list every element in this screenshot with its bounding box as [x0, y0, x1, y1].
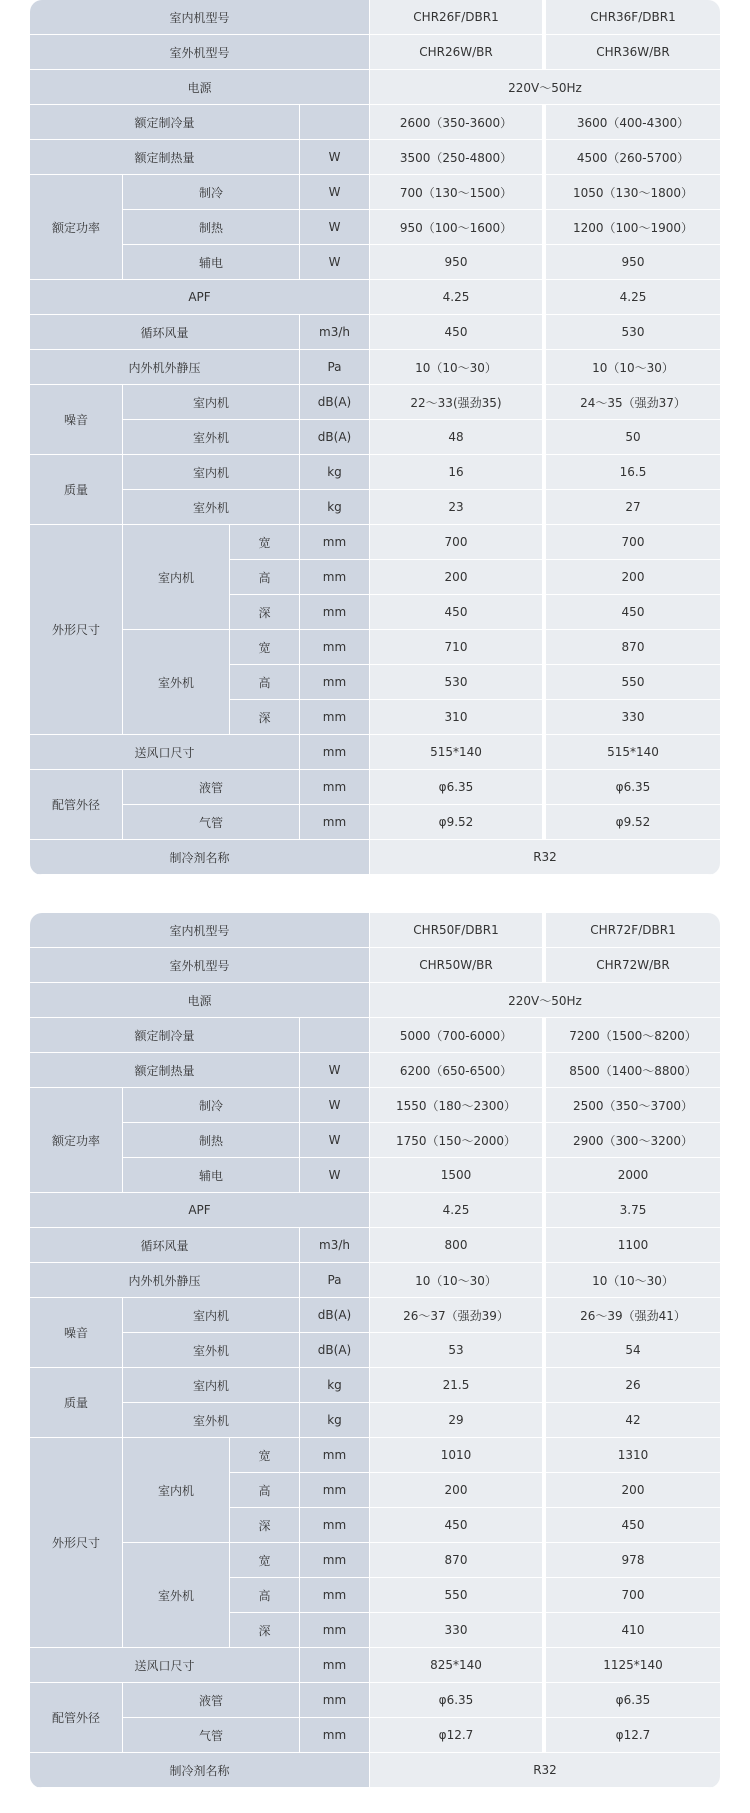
mass-indoor-unit: kg: [300, 1368, 370, 1403]
dimensions-outdoor-label: 室外机: [123, 1543, 230, 1648]
dimensions-outdoor-depth-value-1: 310: [370, 700, 546, 735]
dimensions-indoor-height-label: 高: [230, 1473, 300, 1508]
noise-indoor-value-2: 24～35（强劲37）: [546, 385, 720, 420]
rated-power-aux-unit: W: [300, 245, 370, 280]
dimensions-outdoor-height-label: 高: [230, 1578, 300, 1613]
indoor-model-value-1: CHR50F/DBR1: [370, 913, 546, 948]
dimensions-outdoor-width-label: 宽: [230, 1543, 300, 1578]
static-pressure-label: 内外机外静压: [30, 1263, 300, 1298]
mass-outdoor-value-2: 42: [546, 1403, 720, 1438]
dimensions-indoor-height-value-2: 200: [546, 1473, 720, 1508]
rated-power-heating-label: 制热: [123, 210, 300, 245]
noise-outdoor-value-2: 54: [546, 1333, 720, 1368]
mass-label: 质量: [30, 1368, 123, 1438]
noise-indoor-unit: dB(A): [300, 1298, 370, 1333]
dimensions-outdoor-width-value-1: 710: [370, 630, 546, 665]
cooling-capacity-label: 额定制冷量: [30, 105, 300, 140]
heating-capacity-value-1: 6200（650-6500）: [370, 1053, 546, 1088]
static-pressure-label: 内外机外静压: [30, 350, 300, 385]
dimensions-outdoor-depth-label: 深: [230, 700, 300, 735]
heating-capacity-unit: W: [300, 140, 370, 175]
outdoor-model-value-2: CHR72W/BR: [546, 948, 720, 983]
rated-power-cooling-label: 制冷: [123, 1088, 300, 1123]
dimensions-outdoor-width-label: 宽: [230, 630, 300, 665]
dimensions-indoor-height-label: 高: [230, 560, 300, 595]
cooling-capacity-unit: [300, 1018, 370, 1053]
pipe-liquid-value-2: φ6.35: [546, 770, 720, 805]
dimensions-indoor-depth-value-2: 450: [546, 1508, 720, 1543]
rated-power-aux-label: 辅电: [123, 1158, 300, 1193]
rated-power-aux-value-2: 2000: [546, 1158, 720, 1193]
outdoor-model-label: 室外机型号: [30, 35, 370, 70]
dimensions-indoor-label: 室内机: [123, 1438, 230, 1543]
cooling-capacity-unit: [300, 105, 370, 140]
airflow-unit: m3/h: [300, 315, 370, 350]
mass-outdoor-value-1: 23: [370, 490, 546, 525]
rated-power-aux-unit: W: [300, 1158, 370, 1193]
static-pressure-value-1: 10（10～30）: [370, 1263, 546, 1298]
apf-value-2: 4.25: [546, 280, 720, 315]
outlet-size-value-2: 515*140: [546, 735, 720, 770]
mass-outdoor-label: 室外机: [123, 490, 300, 525]
dimensions-indoor-depth-value-1: 450: [370, 595, 546, 630]
rated-power-heating-value-1: 1750（150～2000）: [370, 1123, 546, 1158]
rated-power-aux-value-2: 950: [546, 245, 720, 280]
dimensions-indoor-width-value-1: 700: [370, 525, 546, 560]
dimensions-outdoor-width-value-2: 870: [546, 630, 720, 665]
mass-outdoor-unit: kg: [300, 490, 370, 525]
pipe-liquid-value-2: φ6.35: [546, 1683, 720, 1718]
dimensions-outdoor-depth-value-2: 410: [546, 1613, 720, 1648]
apf-value-2: 3.75: [546, 1193, 720, 1228]
apf-value-1: 4.25: [370, 280, 546, 315]
pipe-gas-value-2: φ12.7: [546, 1718, 720, 1753]
rated-power-cooling-unit: W: [300, 1088, 370, 1123]
dimensions-outdoor-height-value-1: 530: [370, 665, 546, 700]
static-pressure-value-1: 10（10～30）: [370, 350, 546, 385]
pipe-gas-value-1: φ12.7: [370, 1718, 546, 1753]
outdoor-model-value-1: CHR26W/BR: [370, 35, 546, 70]
rated-power-cooling-unit: W: [300, 175, 370, 210]
outlet-size-value-1: 825*140: [370, 1648, 546, 1683]
heating-capacity-value-2: 4500（260-5700）: [546, 140, 720, 175]
pipe-liquid-unit: mm: [300, 1683, 370, 1718]
dimensions-outdoor-depth-label: 深: [230, 1613, 300, 1648]
dimensions-indoor-depth-unit: mm: [300, 595, 370, 630]
dimensions-outdoor-height-unit: mm: [300, 1578, 370, 1613]
power-supply-label: 电源: [30, 983, 370, 1018]
dimensions-outdoor-width-value-2: 978: [546, 1543, 720, 1578]
airflow-label: 循环风量: [30, 1228, 300, 1263]
power-supply-label: 电源: [30, 70, 370, 105]
dimensions-indoor-depth-value-1: 450: [370, 1508, 546, 1543]
outdoor-model-value-1: CHR50W/BR: [370, 948, 546, 983]
dimensions-indoor-depth-label: 深: [230, 1508, 300, 1543]
pipe-liquid-label: 液管: [123, 1683, 300, 1718]
mass-outdoor-value-1: 29: [370, 1403, 546, 1438]
pipe-liquid-value-1: φ6.35: [370, 770, 546, 805]
dimensions-indoor-height-value-1: 200: [370, 1473, 546, 1508]
airflow-value-2: 1100: [546, 1228, 720, 1263]
spec-table-2: [30, 913, 720, 1788]
dimensions-outdoor-depth-value-2: 330: [546, 700, 720, 735]
noise-outdoor-value-2: 50: [546, 420, 720, 455]
rated-power-cooling-label: 制冷: [123, 175, 300, 210]
outdoor-model-label: 室外机型号: [30, 948, 370, 983]
cooling-capacity-label: 额定制冷量: [30, 1018, 300, 1053]
apf-label: APF: [30, 280, 370, 315]
dimensions-label: 外形尺寸: [30, 1438, 123, 1648]
dimensions-outdoor-height-value-1: 550: [370, 1578, 546, 1613]
pipe-liquid-value-1: φ6.35: [370, 1683, 546, 1718]
outlet-size-unit: mm: [300, 735, 370, 770]
dimensions-outdoor-width-unit: mm: [300, 630, 370, 665]
outlet-size-value-2: 1125*140: [546, 1648, 720, 1683]
rated-power-cooling-value-1: 1550（180～2300）: [370, 1088, 546, 1123]
refrigerant-label: 制冷剂名称: [30, 840, 370, 875]
dimensions-outdoor-height-value-2: 700: [546, 1578, 720, 1613]
power-supply-value: 220V～50Hz: [370, 70, 720, 105]
outdoor-model-value-2: CHR36W/BR: [546, 35, 720, 70]
indoor-model-label: 室内机型号: [30, 913, 370, 948]
dimensions-outdoor-label: 室外机: [123, 630, 230, 735]
dimensions-indoor-depth-value-2: 450: [546, 595, 720, 630]
dimensions-indoor-label: 室内机: [123, 525, 230, 630]
mass-outdoor-unit: kg: [300, 1403, 370, 1438]
mass-indoor-unit: kg: [300, 455, 370, 490]
rated-power-cooling-value-1: 700（130～1500）: [370, 175, 546, 210]
mass-indoor-value-1: 21.5: [370, 1368, 546, 1403]
cooling-capacity-value-1: 2600（350-3600）: [370, 105, 546, 140]
refrigerant-value: R32: [370, 1753, 720, 1788]
pipe-liquid-label: 液管: [123, 770, 300, 805]
spec-table-1: [30, 0, 720, 875]
heating-capacity-label: 额定制热量: [30, 140, 300, 175]
pipe-gas-unit: mm: [300, 1718, 370, 1753]
mass-indoor-label: 室内机: [123, 1368, 300, 1403]
pipe-gas-value-1: φ9.52: [370, 805, 546, 840]
dimensions-indoor-width-value-2: 1310: [546, 1438, 720, 1473]
mass-indoor-value-2: 26: [546, 1368, 720, 1403]
indoor-model-value-1: CHR26F/DBR1: [370, 0, 546, 35]
dimensions-outdoor-depth-value-1: 330: [370, 1613, 546, 1648]
mass-outdoor-value-2: 27: [546, 490, 720, 525]
cooling-capacity-value-1: 5000（700-6000）: [370, 1018, 546, 1053]
dimensions-indoor-height-value-2: 200: [546, 560, 720, 595]
rated-power-heating-value-2: 1200（100～1900）: [546, 210, 720, 245]
static-pressure-value-2: 10（10～30）: [546, 350, 720, 385]
heating-capacity-unit: W: [300, 1053, 370, 1088]
static-pressure-value-2: 10（10～30）: [546, 1263, 720, 1298]
rated-power-cooling-value-2: 2500（350～3700）: [546, 1088, 720, 1123]
mass-indoor-label: 室内机: [123, 455, 300, 490]
rated-power-heating-unit: W: [300, 210, 370, 245]
dimensions-outdoor-height-label: 高: [230, 665, 300, 700]
refrigerant-value: R32: [370, 840, 720, 875]
noise-outdoor-value-1: 48: [370, 420, 546, 455]
pipe-gas-label: 气管: [123, 805, 300, 840]
rated-power-heating-unit: W: [300, 1123, 370, 1158]
pipe-gas-label: 气管: [123, 1718, 300, 1753]
noise-outdoor-label: 室外机: [123, 420, 300, 455]
heating-capacity-label: 额定制热量: [30, 1053, 300, 1088]
cooling-capacity-value-2: 7200（1500～8200）: [546, 1018, 720, 1053]
rated-power-aux-value-1: 1500: [370, 1158, 546, 1193]
apf-label: APF: [30, 1193, 370, 1228]
mass-label: 质量: [30, 455, 123, 525]
airflow-label: 循环风量: [30, 315, 300, 350]
indoor-model-value-2: CHR36F/DBR1: [546, 0, 720, 35]
noise-indoor-unit: dB(A): [300, 385, 370, 420]
outlet-size-unit: mm: [300, 1648, 370, 1683]
indoor-model-value-2: CHR72F/DBR1: [546, 913, 720, 948]
outlet-size-label: 送风口尺寸: [30, 735, 300, 770]
dimensions-indoor-width-value-2: 700: [546, 525, 720, 560]
pipe-diameter-label: 配管外径: [30, 770, 123, 840]
rated-power-aux-value-1: 950: [370, 245, 546, 280]
noise-label: 噪音: [30, 385, 123, 455]
noise-indoor-value-2: 26～39（强劲41）: [546, 1298, 720, 1333]
pipe-gas-unit: mm: [300, 805, 370, 840]
static-pressure-unit: Pa: [300, 1263, 370, 1298]
noise-outdoor-unit: dB(A): [300, 420, 370, 455]
noise-indoor-value-1: 26～37（强劲39）: [370, 1298, 546, 1333]
dimensions-outdoor-width-unit: mm: [300, 1543, 370, 1578]
heating-capacity-value-1: 3500（250-4800）: [370, 140, 546, 175]
dimensions-indoor-depth-label: 深: [230, 595, 300, 630]
mass-indoor-value-2: 16.5: [546, 455, 720, 490]
noise-outdoor-value-1: 53: [370, 1333, 546, 1368]
airflow-value-2: 530: [546, 315, 720, 350]
noise-indoor-value-1: 22～33(强劲35): [370, 385, 546, 420]
dimensions-indoor-height-unit: mm: [300, 560, 370, 595]
outlet-size-label: 送风口尺寸: [30, 1648, 300, 1683]
airflow-unit: m3/h: [300, 1228, 370, 1263]
rated-power-label: 额定功率: [30, 175, 123, 280]
rated-power-label: 额定功率: [30, 1088, 123, 1193]
dimensions-outdoor-width-value-1: 870: [370, 1543, 546, 1578]
dimensions-indoor-width-label: 宽: [230, 525, 300, 560]
noise-outdoor-unit: dB(A): [300, 1333, 370, 1368]
rated-power-heating-value-1: 950（100～1600）: [370, 210, 546, 245]
mass-outdoor-label: 室外机: [123, 1403, 300, 1438]
dimensions-outdoor-depth-unit: mm: [300, 1613, 370, 1648]
static-pressure-unit: Pa: [300, 350, 370, 385]
dimensions-indoor-height-unit: mm: [300, 1473, 370, 1508]
rated-power-heating-label: 制热: [123, 1123, 300, 1158]
rated-power-aux-label: 辅电: [123, 245, 300, 280]
dimensions-indoor-width-unit: mm: [300, 525, 370, 560]
rated-power-heating-value-2: 2900（300～3200）: [546, 1123, 720, 1158]
noise-indoor-label: 室内机: [123, 1298, 300, 1333]
dimensions-outdoor-depth-unit: mm: [300, 700, 370, 735]
outlet-size-value-1: 515*140: [370, 735, 546, 770]
pipe-diameter-label: 配管外径: [30, 1683, 123, 1753]
dimensions-indoor-width-label: 宽: [230, 1438, 300, 1473]
dimensions-indoor-height-value-1: 200: [370, 560, 546, 595]
apf-value-1: 4.25: [370, 1193, 546, 1228]
airflow-value-1: 450: [370, 315, 546, 350]
pipe-gas-value-2: φ9.52: [546, 805, 720, 840]
noise-outdoor-label: 室外机: [123, 1333, 300, 1368]
dimensions-indoor-depth-unit: mm: [300, 1508, 370, 1543]
noise-indoor-label: 室内机: [123, 385, 300, 420]
power-supply-value: 220V～50Hz: [370, 983, 720, 1018]
cooling-capacity-value-2: 3600（400-4300）: [546, 105, 720, 140]
dimensions-outdoor-height-unit: mm: [300, 665, 370, 700]
heating-capacity-value-2: 8500（1400～8800）: [546, 1053, 720, 1088]
dimensions-indoor-width-unit: mm: [300, 1438, 370, 1473]
dimensions-label: 外形尺寸: [30, 525, 123, 735]
airflow-value-1: 800: [370, 1228, 546, 1263]
pipe-liquid-unit: mm: [300, 770, 370, 805]
rated-power-cooling-value-2: 1050（130～1800）: [546, 175, 720, 210]
dimensions-outdoor-height-value-2: 550: [546, 665, 720, 700]
indoor-model-label: 室内机型号: [30, 0, 370, 35]
dimensions-indoor-width-value-1: 1010: [370, 1438, 546, 1473]
refrigerant-label: 制冷剂名称: [30, 1753, 370, 1788]
mass-indoor-value-1: 16: [370, 455, 546, 490]
noise-label: 噪音: [30, 1298, 123, 1368]
